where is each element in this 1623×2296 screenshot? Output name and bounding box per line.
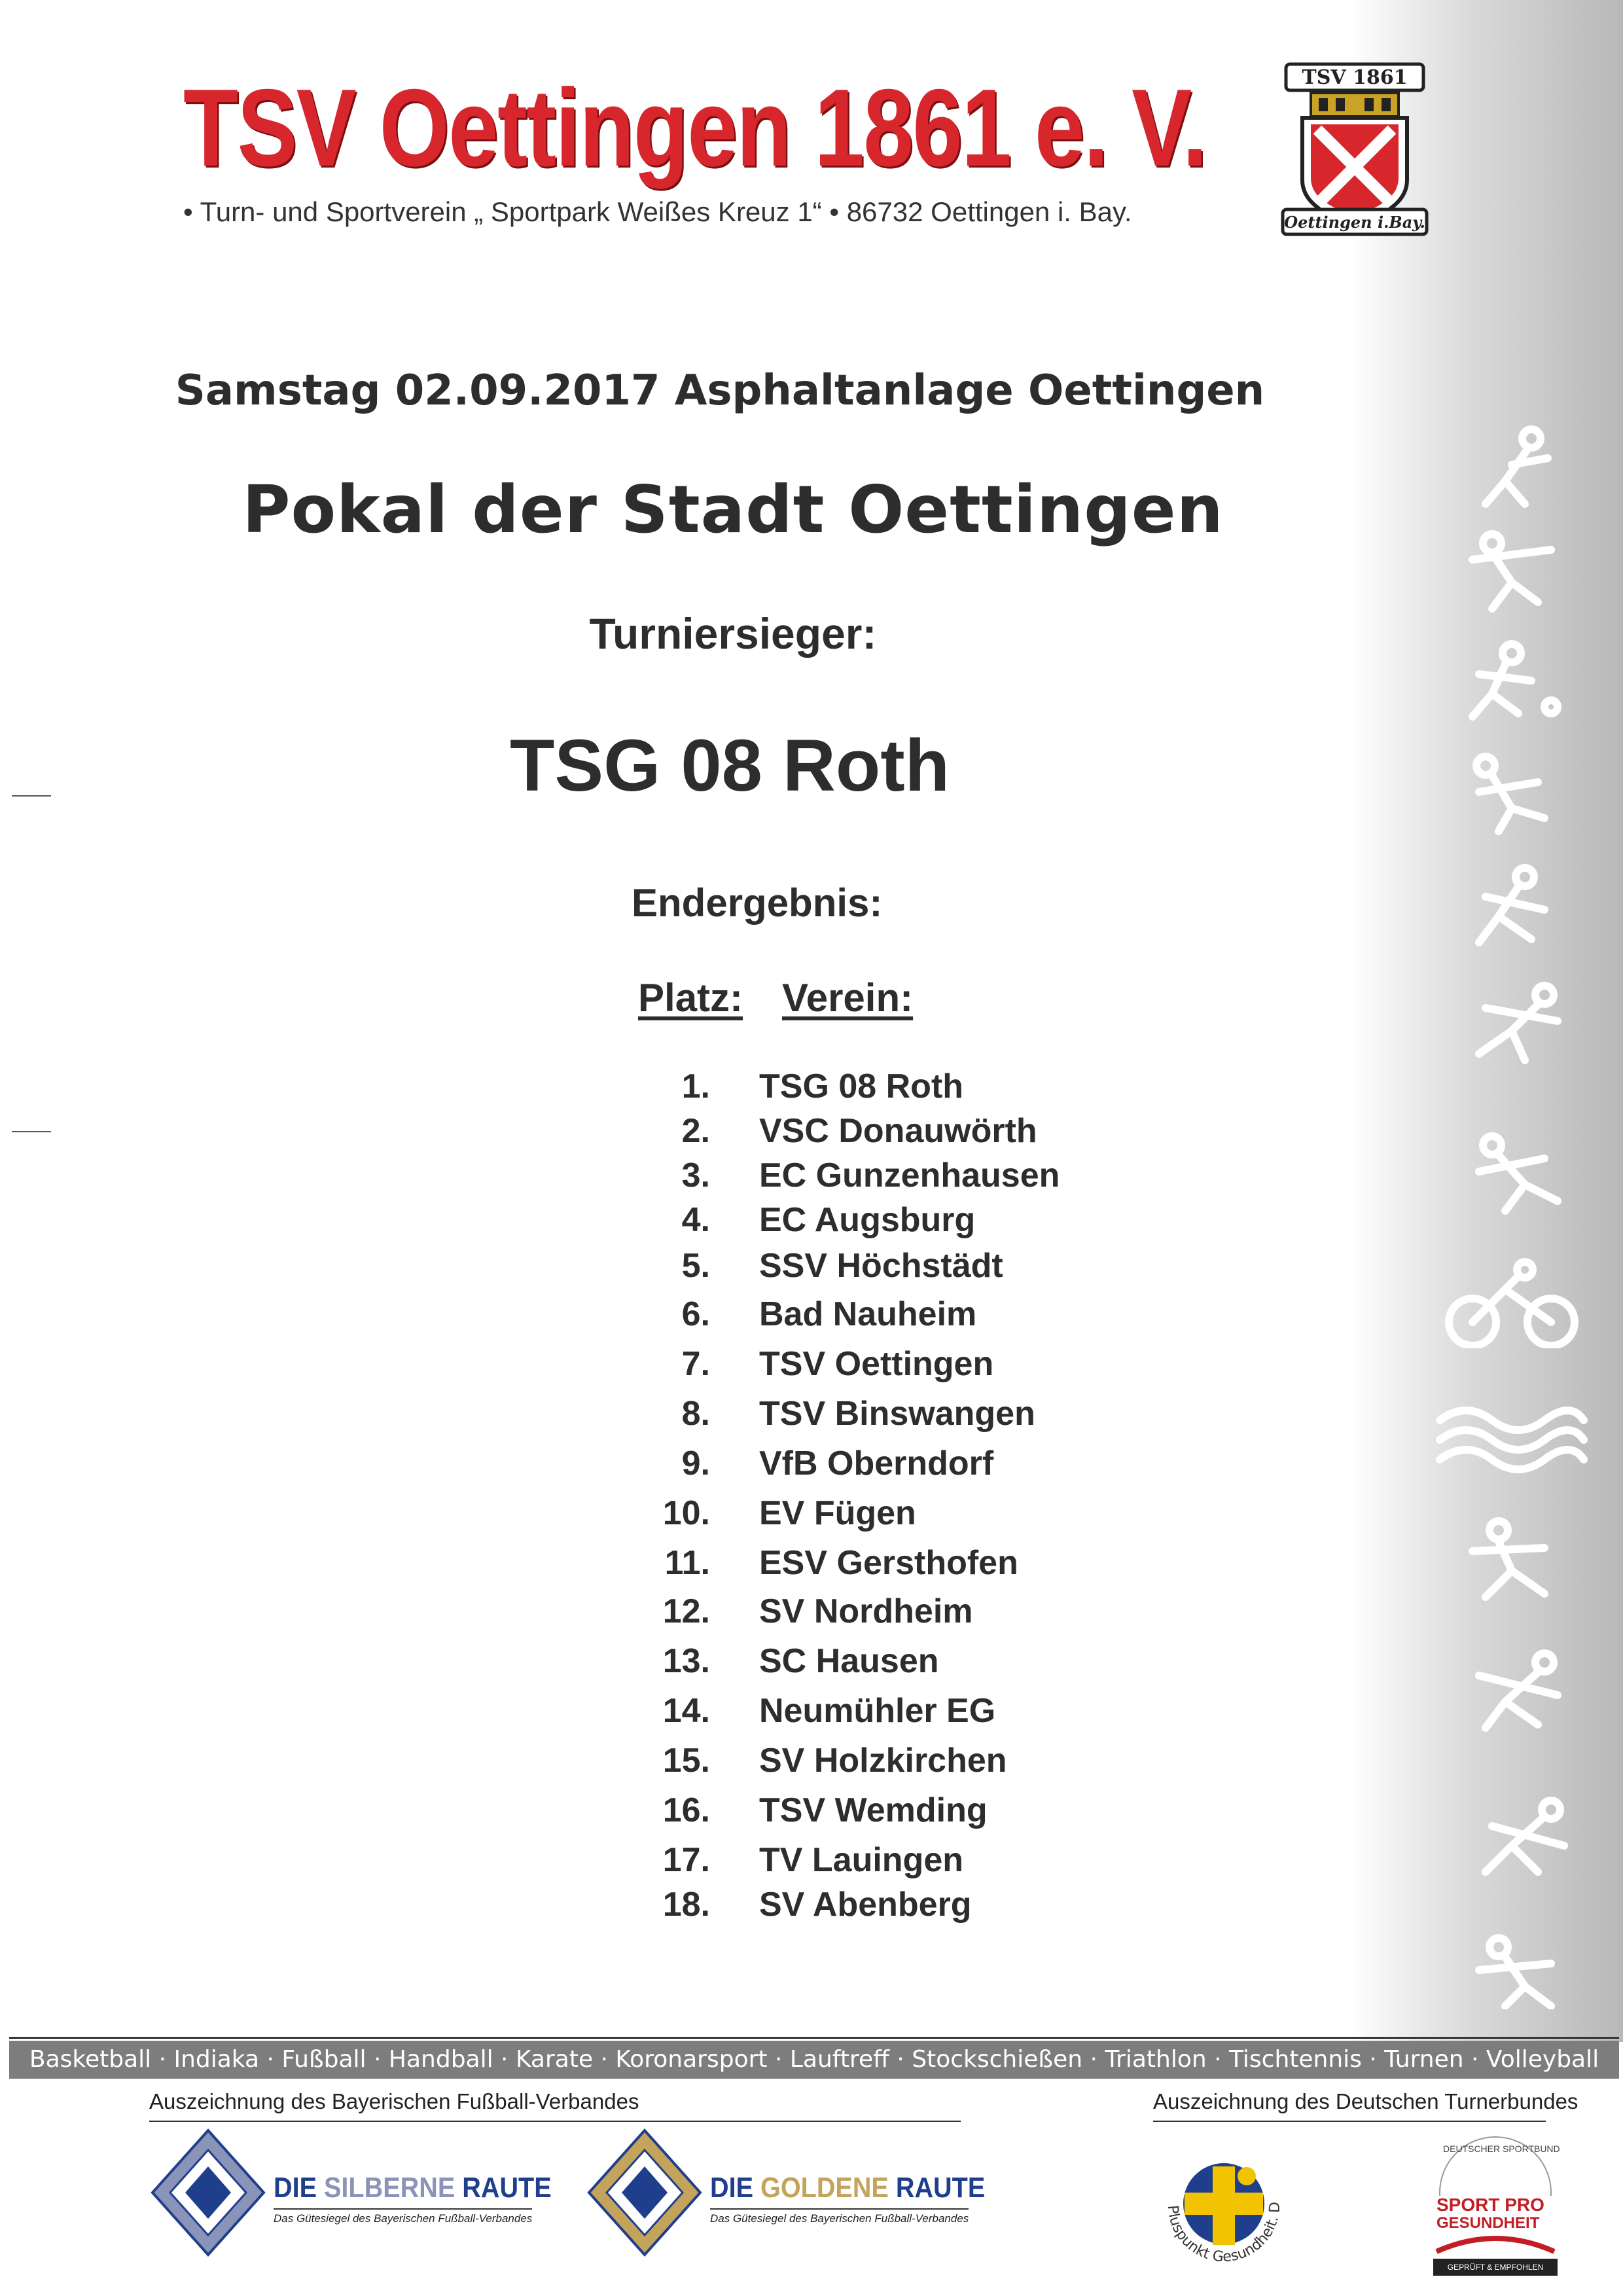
result-row	[0, 1444, 1623, 1490]
sport-pictogram-icon	[1414, 857, 1597, 949]
result-position: 3.	[681, 1157, 710, 1194]
sport-pictogram-icon	[1414, 975, 1597, 1067]
crest-icon	[1273, 52, 1436, 242]
award-left-rule	[149, 2121, 961, 2122]
result-position: 18.	[662, 1886, 710, 1924]
result-position: 5.	[681, 1247, 710, 1285]
award-right-caption: Auszeichnung des Deutschen Turnerbundes	[1153, 2089, 1578, 2113]
winner-label: Turniersieger:	[589, 609, 877, 658]
result-club: SV Nordheim	[759, 1592, 973, 1630]
svg-text:Oettingen i.Bay.: Oettingen i.Bay.	[1284, 213, 1425, 232]
award-right-rule	[1153, 2121, 1546, 2122]
result-row	[0, 1394, 1623, 1440]
club-name: TSV Oettingen 1861 e. V.	[183, 66, 1207, 189]
result-position: 13.	[662, 1642, 710, 1680]
result-position: 11.	[664, 1544, 710, 1582]
result-row	[0, 1691, 1623, 1737]
silver-raute-logo	[149, 2127, 568, 2258]
result-position: 1.	[681, 1067, 710, 1105]
svg-text:TSV 1861: TSV 1861	[1302, 66, 1408, 89]
result-row	[0, 1067, 1623, 1113]
result-row	[0, 1494, 1623, 1539]
result-club: ESV Gersthofen	[759, 1544, 1018, 1582]
result-position: 9.	[681, 1444, 710, 1482]
silver-raute-title: DIE SILBERNE RAUTE	[274, 2172, 552, 2204]
sport-pro-title: SPORT PRO	[1436, 2195, 1544, 2215]
result-position: 16.	[662, 1791, 710, 1829]
result-position: 2.	[681, 1112, 710, 1150]
result-position: 7.	[681, 1345, 710, 1383]
result-position: 10.	[662, 1494, 710, 1532]
result-row	[0, 1592, 1623, 1638]
result-club: EV Fügen	[759, 1494, 916, 1532]
result-position: 12.	[662, 1592, 710, 1630]
result-position: 4.	[681, 1201, 710, 1239]
result-row	[0, 1840, 1623, 1886]
result-row	[0, 1543, 1623, 1589]
sport-pro-gesundheit-icon	[1430, 2130, 1561, 2281]
svg-text:Pluspunkt Gesundheit. DTB: Pluspunkt Gesundheit. D	[1164, 2201, 1284, 2266]
result-club: SSV Höchstädt	[759, 1247, 1003, 1285]
result-row	[0, 1791, 1623, 1837]
result-position: 17.	[662, 1841, 710, 1879]
result-club: VSC Donauwörth	[759, 1112, 1037, 1150]
result-club: TSV Oettingen	[759, 1345, 994, 1383]
sport-pro-subtitle: GESUNDHEIT	[1436, 2214, 1540, 2232]
result-position: 14.	[662, 1692, 710, 1730]
gold-raute-subtitle: Das Gütesiegel des Bayerischen Fußball-Verbandes	[710, 2208, 969, 2225]
club-address: • Turn- und Sportverein „ Sportpark Weißes Kreuz 1“ • 86732 Oettingen i. Bay.	[183, 196, 1132, 227]
result-row	[0, 1885, 1623, 1931]
result-row	[0, 1295, 1623, 1340]
result-club: TSG 08 Roth	[759, 1067, 964, 1105]
silver-raute-icon	[149, 2127, 267, 2258]
result-club: SV Abenberg	[759, 1886, 972, 1924]
column-header-club: Verein:	[782, 976, 914, 1020]
silver-raute-subtitle: Das Gütesiegel des Bayerischen Fußball-Verbandes	[274, 2208, 532, 2225]
sport-pictogram-icon	[1414, 1918, 1597, 2009]
gold-raute-title: DIE GOLDENE RAUTE	[710, 2172, 986, 2204]
winner-name: TSG 08 Roth	[509, 725, 950, 806]
footer-divider	[9, 2037, 1619, 2039]
result-row	[0, 1111, 1623, 1157]
result-club: TV Lauingen	[759, 1841, 963, 1879]
event-date-venue: Samstag 02.09.2017 Asphaltanlage Oettingen	[175, 367, 1265, 415]
result-club: Bad Nauheim	[759, 1295, 977, 1333]
result-club: SC Hausen	[759, 1642, 939, 1680]
result-club: EC Gunzenhausen	[759, 1157, 1060, 1194]
pluspunkt-cross-icon	[1149, 2130, 1299, 2281]
result-row	[0, 1156, 1623, 1202]
sports-offer-bar: Basketball · Indiaka · Fußball · Handball · Karate · Koronarsport · Lauftreff · Stockschießen · Triathlon · Tischtennis · Turnen · Volleyball	[9, 2041, 1619, 2079]
pluspunkt-gesundheit-logo	[1149, 2130, 1299, 2281]
result-position: 8.	[681, 1395, 710, 1433]
result-club: EC Augsburg	[759, 1201, 976, 1239]
trophy-title: Pokal der Stadt Oettingen	[242, 471, 1224, 548]
gold-raute-logo	[586, 2127, 1005, 2258]
result-label: Endergebnis:	[632, 881, 883, 925]
sport-pro-ring-text: DEUTSCHER SPORTBUND	[1443, 2144, 1560, 2154]
result-club: TSV Wemding	[759, 1791, 988, 1829]
result-position: 6.	[681, 1295, 710, 1333]
result-row	[0, 1246, 1623, 1292]
result-club: SV Holzkirchen	[759, 1742, 1007, 1780]
award-left-caption: Auszeichnung des Bayerischen Fußball-Verbandes	[149, 2089, 639, 2113]
result-position: 15.	[662, 1742, 710, 1780]
result-row	[0, 1641, 1623, 1687]
result-row	[0, 1344, 1623, 1390]
result-club: TSV Binswangen	[759, 1395, 1035, 1433]
result-row	[0, 1741, 1623, 1787]
result-row	[0, 1200, 1623, 1246]
result-club: VfB Oberndorf	[759, 1444, 994, 1482]
result-club: Neumühler EG	[759, 1692, 996, 1730]
gold-raute-icon	[586, 2127, 704, 2258]
column-header-place: Platz:	[638, 976, 743, 1020]
sport-pro-bottom-band: GEPRÜFT & EMPFOHLEN	[1433, 2259, 1558, 2276]
